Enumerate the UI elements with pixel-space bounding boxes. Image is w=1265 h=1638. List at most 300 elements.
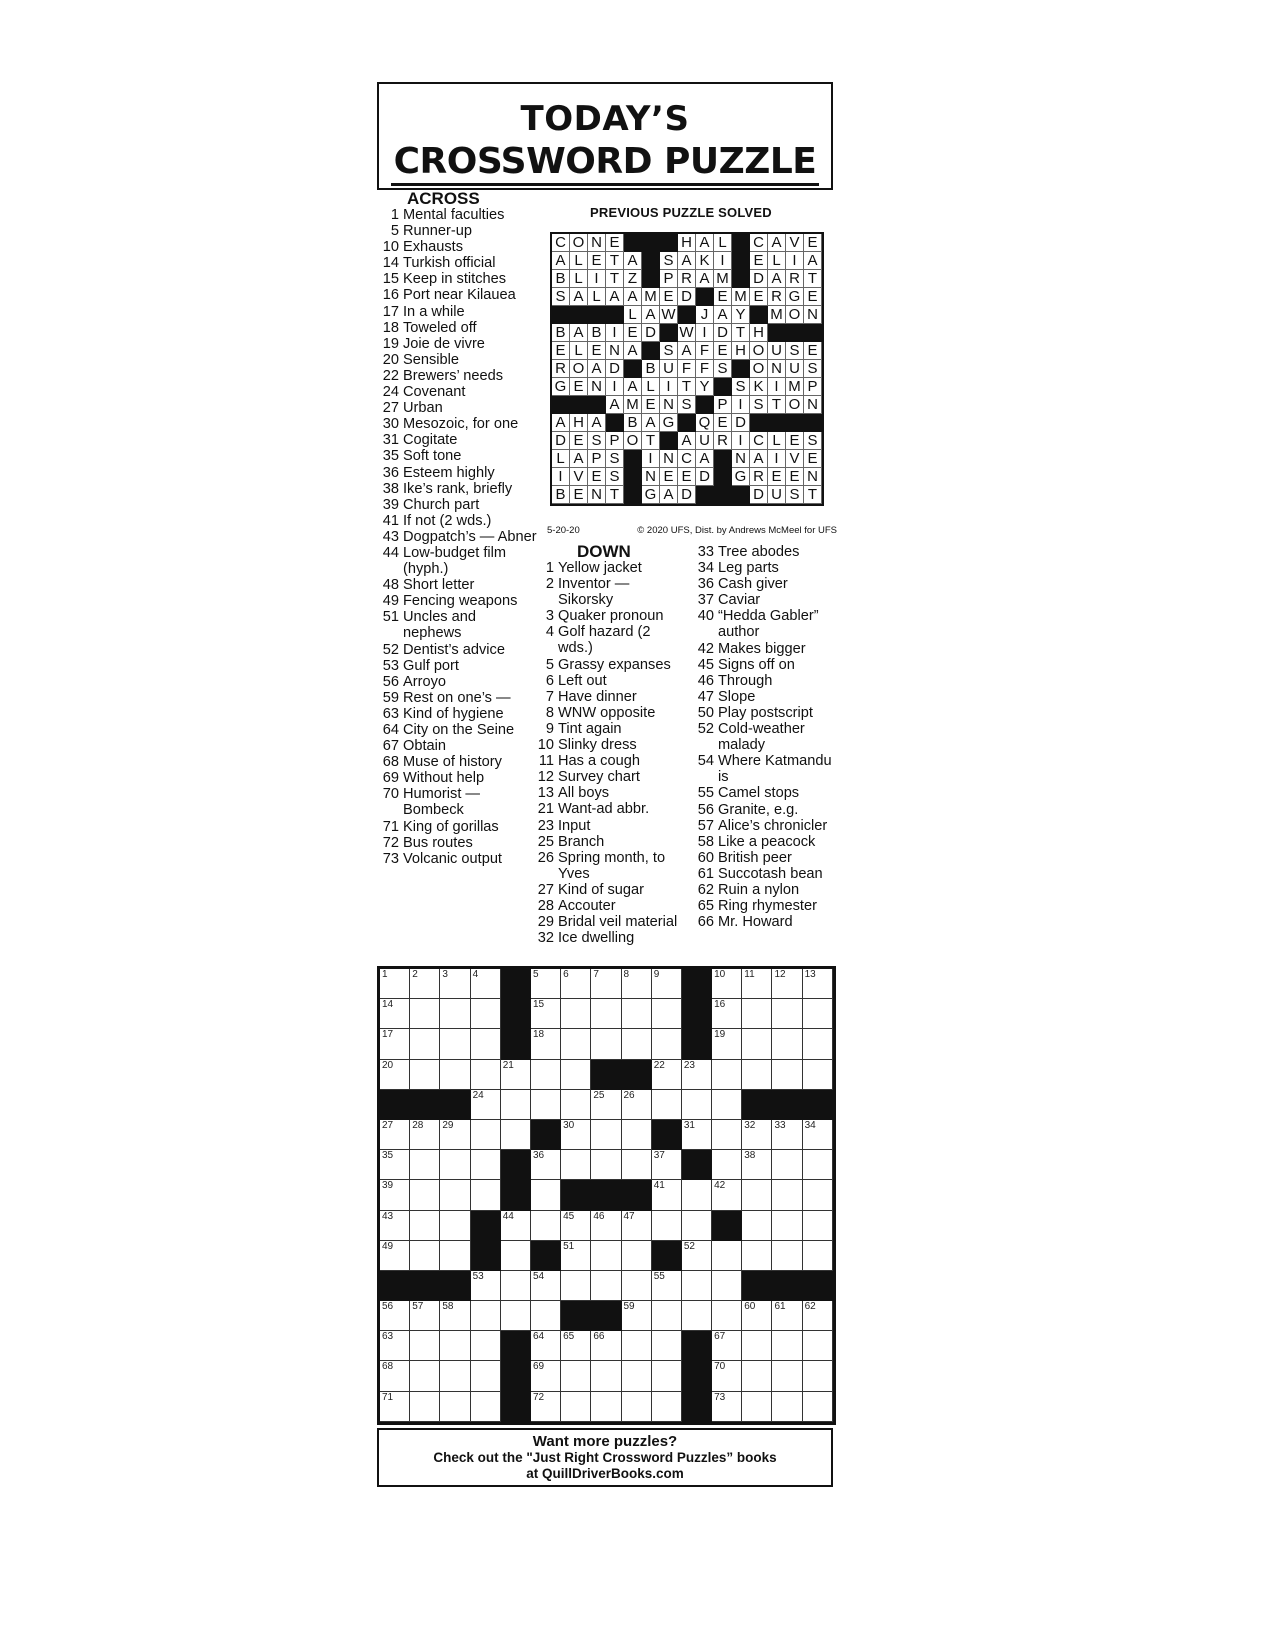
solved-cell: B: [624, 414, 642, 432]
solved-cell: E: [750, 252, 768, 270]
black-square: [642, 234, 660, 252]
solved-cell: C: [750, 234, 768, 252]
clue-number: 46: [697, 672, 714, 689]
title-box: [377, 82, 833, 190]
grid-cell[interactable]: [772, 1361, 802, 1391]
grid-cell[interactable]: [712, 1180, 742, 1210]
black-square: [561, 1301, 591, 1331]
grid-cell[interactable]: [531, 1361, 561, 1391]
grid-cell[interactable]: [772, 1301, 802, 1331]
clue-text: Arroyo: [403, 673, 446, 690]
solved-cell: H: [750, 324, 768, 342]
grid-cell[interactable]: [652, 1060, 682, 1090]
grid-cell[interactable]: [410, 1060, 440, 1090]
solved-cell: I: [552, 468, 570, 486]
solved-cell: E: [570, 432, 588, 450]
grid-cell[interactable]: [440, 1301, 470, 1331]
grid-cell[interactable]: [652, 999, 682, 1029]
grid-cell[interactable]: [410, 1120, 440, 1150]
grid-cell[interactable]: [410, 1180, 440, 1210]
grid-cell[interactable]: [772, 1392, 802, 1422]
grid-cell[interactable]: [652, 1392, 682, 1422]
solved-cell: A: [768, 234, 786, 252]
grid-cell[interactable]: [380, 1241, 410, 1271]
clue-text: If not (2 wds.): [403, 512, 492, 529]
black-square: [660, 234, 678, 252]
grid-cell[interactable]: [772, 1241, 802, 1271]
grid-cell[interactable]: [682, 1241, 712, 1271]
clue-number: 7: [545, 688, 554, 705]
solved-cell: E: [570, 378, 588, 396]
black-square: [804, 414, 822, 432]
solved-cell: I: [732, 396, 750, 414]
clue-number: 28: [537, 897, 554, 914]
solved-cell: R: [750, 468, 768, 486]
solved-cell: T: [606, 486, 624, 504]
grid-cell[interactable]: [380, 969, 410, 999]
clue-number: 5: [390, 223, 399, 240]
black-square: [570, 306, 588, 324]
grid-cell[interactable]: [471, 1150, 501, 1180]
solved-cell: N: [588, 378, 606, 396]
grid-cell[interactable]: [772, 1060, 802, 1090]
grid-cell[interactable]: [712, 1361, 742, 1391]
grid-cell[interactable]: [531, 1331, 561, 1361]
black-square: [682, 1361, 712, 1391]
cell-number: 29: [442, 1119, 454, 1131]
clue-text: Port near Kilauea: [403, 287, 516, 304]
grid-cell[interactable]: [622, 1241, 652, 1271]
solved-cell: E: [786, 468, 804, 486]
grid-cell[interactable]: [440, 1120, 470, 1150]
grid-cell[interactable]: [652, 1211, 682, 1241]
grid-cell[interactable]: [380, 1211, 410, 1241]
grid-cell[interactable]: [712, 969, 742, 999]
puzzle-date: 5-20-20: [547, 525, 580, 536]
grid-cell[interactable]: [410, 1241, 440, 1271]
clue-text: Tree abodes: [718, 544, 800, 560]
grid-cell[interactable]: [410, 1392, 440, 1422]
grid-cell[interactable]: [471, 1120, 501, 1150]
grid-cell[interactable]: [712, 1331, 742, 1361]
grid-cell[interactable]: [440, 1331, 470, 1361]
black-square: [732, 486, 750, 504]
clue-item: [692, 850, 832, 866]
grid-cell[interactable]: [622, 1392, 652, 1422]
grid-cell[interactable]: [440, 1029, 470, 1059]
grid-cell[interactable]: [440, 1060, 470, 1090]
grid-cell[interactable]: [652, 1271, 682, 1301]
grid-cell[interactable]: [652, 1361, 682, 1391]
solved-cell: Y: [696, 378, 714, 396]
grid-cell[interactable]: [380, 1331, 410, 1361]
solved-cell: H: [570, 414, 588, 432]
grid-cell[interactable]: [652, 1331, 682, 1361]
grid-cell[interactable]: [410, 969, 440, 999]
black-square: [768, 324, 786, 342]
grid-cell[interactable]: [742, 1392, 772, 1422]
grid-cell[interactable]: [380, 1361, 410, 1391]
grid-cell[interactable]: [591, 1090, 621, 1120]
grid-cell[interactable]: [712, 999, 742, 1029]
solved-cell: A: [660, 486, 678, 504]
clue-text: All boys: [558, 785, 610, 802]
grid-cell[interactable]: [501, 1120, 531, 1150]
solved-cell: D: [750, 270, 768, 288]
grid-cell[interactable]: [501, 1241, 531, 1271]
grid-cell[interactable]: [622, 1029, 652, 1059]
clue-text: Rest on one’s —: [403, 689, 511, 706]
grid-cell[interactable]: [380, 999, 410, 1029]
grid-cell[interactable]: [622, 1090, 652, 1120]
solved-cell: T: [804, 270, 822, 288]
clue-number: 69: [382, 770, 399, 787]
grid-cell[interactable]: [772, 1331, 802, 1361]
grid-cell[interactable]: [531, 1090, 561, 1120]
black-square: [440, 1090, 470, 1120]
grid-cell[interactable]: [471, 1180, 501, 1210]
grid-cell[interactable]: [803, 1392, 833, 1422]
clue-text: Ruin a nylon: [718, 881, 800, 898]
grid-cell[interactable]: [803, 1241, 833, 1271]
grid-cell[interactable]: [380, 1060, 410, 1090]
grid-cell[interactable]: [712, 1029, 742, 1059]
grid-cell[interactable]: [561, 999, 591, 1029]
black-square: [682, 1029, 712, 1059]
grid-cell[interactable]: [471, 1271, 501, 1301]
grid-cell[interactable]: [561, 1211, 591, 1241]
solved-cell: L: [570, 342, 588, 360]
grid-cell[interactable]: [531, 1150, 561, 1180]
grid-cell[interactable]: [561, 1331, 591, 1361]
grid-cell[interactable]: [561, 1090, 591, 1120]
cell-number: 3: [442, 969, 448, 980]
grid-cell[interactable]: [410, 1029, 440, 1059]
solved-cell: A: [624, 342, 642, 360]
black-square: [501, 1331, 531, 1361]
grid-cell[interactable]: [803, 999, 833, 1029]
cell-number: 72: [532, 1391, 545, 1403]
grid-cell[interactable]: [531, 969, 561, 999]
solved-cell: E: [786, 432, 804, 450]
grid-cell[interactable]: [471, 969, 501, 999]
grid-cell[interactable]: [772, 1029, 802, 1059]
cell-number: 51: [563, 1240, 575, 1252]
grid-cell[interactable]: [803, 969, 833, 999]
solved-cell: A: [678, 432, 696, 450]
clue-text: Esteem highly: [403, 464, 495, 481]
grid-cell[interactable]: [561, 1241, 591, 1271]
grid-cell[interactable]: [742, 1060, 772, 1090]
grid-cell[interactable]: [531, 1271, 561, 1301]
grid-cell[interactable]: [531, 1029, 561, 1059]
solved-cell: R: [768, 288, 786, 306]
grid-cell[interactable]: [380, 1029, 410, 1059]
grid-cell[interactable]: [501, 1271, 531, 1301]
grid-cell[interactable]: [531, 1392, 561, 1422]
grid-cell[interactable]: [803, 1211, 833, 1241]
grid-cell[interactable]: [712, 1241, 742, 1271]
grid-cell[interactable]: [622, 1361, 652, 1391]
grid-cell[interactable]: [622, 1301, 652, 1331]
clue-item: [692, 641, 832, 657]
grid-cell[interactable]: [380, 1150, 410, 1180]
clue-text: Yellow jacket: [558, 560, 642, 576]
promo-link[interactable]: at QuillDriverBooks.com: [526, 1466, 684, 1481]
grid-cell[interactable]: [501, 1090, 531, 1120]
grid-cell[interactable]: [561, 969, 591, 999]
grid-cell[interactable]: [440, 1180, 470, 1210]
grid-cell[interactable]: [440, 999, 470, 1029]
grid-cell[interactable]: [591, 969, 621, 999]
grid-cell[interactable]: [591, 1392, 621, 1422]
grid-cell[interactable]: [712, 1150, 742, 1180]
grid-cell[interactable]: [742, 1120, 772, 1150]
solved-cell: A: [606, 396, 624, 414]
grid-cell[interactable]: [712, 1271, 742, 1301]
clue-text: Through: [718, 672, 773, 689]
grid-cell[interactable]: [803, 1331, 833, 1361]
cell-number: 16: [714, 999, 726, 1011]
black-square: [552, 306, 570, 324]
grid-cell[interactable]: [591, 1029, 621, 1059]
cell-number: 12: [774, 969, 786, 980]
grid-cell[interactable]: [531, 1180, 561, 1210]
solved-cell: A: [570, 324, 588, 342]
grid-cell[interactable]: [712, 1090, 742, 1120]
cell-number: 60: [744, 1301, 756, 1313]
grid-cell[interactable]: [471, 1331, 501, 1361]
solved-cell: I: [588, 270, 606, 288]
grid-cell[interactable]: [652, 1180, 682, 1210]
solved-cell: L: [768, 432, 786, 450]
grid-cell[interactable]: [440, 1361, 470, 1391]
cell-number: 18: [532, 1029, 545, 1041]
grid-cell[interactable]: [803, 1060, 833, 1090]
grid-cell[interactable]: [682, 1211, 712, 1241]
solved-cell: A: [696, 234, 714, 252]
grid-cell[interactable]: [772, 1120, 802, 1150]
grid-cell[interactable]: [712, 1060, 742, 1090]
grid-cell[interactable]: [742, 1029, 772, 1059]
grid-cell[interactable]: [622, 1271, 652, 1301]
clue-item: [532, 608, 682, 624]
grid-cell[interactable]: [440, 1241, 470, 1271]
grid-cell[interactable]: [380, 1180, 410, 1210]
grid-cell[interactable]: [561, 1271, 591, 1301]
clue-text: Spring month, to Yves: [558, 849, 666, 882]
grid-cell[interactable]: [471, 1060, 501, 1090]
grid-cell[interactable]: [622, 1120, 652, 1150]
grid-cell[interactable]: [591, 1241, 621, 1271]
grid-cell[interactable]: [471, 1392, 501, 1422]
grid-cell[interactable]: [742, 1361, 772, 1391]
grid-cell[interactable]: [803, 1301, 833, 1331]
grid-cell[interactable]: [682, 1060, 712, 1090]
grid-cell[interactable]: [561, 1060, 591, 1090]
clue-item: [692, 818, 832, 834]
grid-cell[interactable]: [682, 1090, 712, 1120]
grid-cell[interactable]: [803, 1180, 833, 1210]
solved-cell: L: [552, 450, 570, 468]
grid-cell[interactable]: [561, 1150, 591, 1180]
grid-cell[interactable]: [471, 1029, 501, 1059]
title-line-1: TODAY’S: [520, 99, 690, 139]
clue-text: Fencing weapons: [403, 593, 518, 610]
solved-cell: M: [624, 396, 642, 414]
grid-cell[interactable]: [742, 999, 772, 1029]
grid-cell[interactable]: [652, 1029, 682, 1059]
grid-cell[interactable]: [591, 1120, 621, 1150]
grid-cell[interactable]: [712, 1392, 742, 1422]
grid-cell[interactable]: [531, 1060, 561, 1090]
grid-cell[interactable]: [772, 1180, 802, 1210]
grid-cell[interactable]: [410, 1331, 440, 1361]
grid-cell[interactable]: [531, 1211, 561, 1241]
grid-cell[interactable]: [410, 1361, 440, 1391]
clue-number: 34: [697, 560, 714, 577]
grid-cell[interactable]: [712, 1301, 742, 1331]
grid-cell[interactable]: [410, 1211, 440, 1241]
grid-cell[interactable]: [652, 1090, 682, 1120]
clue-text: Mesozoic, for one: [403, 416, 519, 433]
grid-cell[interactable]: [742, 969, 772, 999]
grid-cell[interactable]: [772, 1211, 802, 1241]
grid-cell[interactable]: [742, 1180, 772, 1210]
clue-number: 4: [545, 624, 554, 641]
clue-number: 32: [537, 930, 554, 947]
grid-cell[interactable]: [742, 1211, 772, 1241]
grid-cell[interactable]: [501, 1211, 531, 1241]
grid-cell[interactable]: [682, 1180, 712, 1210]
clue-item: [692, 705, 832, 721]
grid-cell[interactable]: [742, 1150, 772, 1180]
clue-text: Humorist — Bombeck: [403, 786, 481, 819]
grid-cell[interactable]: [682, 1271, 712, 1301]
grid-cell[interactable]: [803, 1361, 833, 1391]
grid-cell[interactable]: [682, 1301, 712, 1331]
grid-cell[interactable]: [682, 1120, 712, 1150]
promo-box: [377, 1428, 833, 1487]
cell-number: 26: [623, 1089, 635, 1101]
grid-cell[interactable]: [803, 1150, 833, 1180]
solved-cell: E: [552, 342, 570, 360]
clue-text: Bridal veil material: [558, 914, 678, 931]
grid-cell[interactable]: [803, 1120, 833, 1150]
grid-cell[interactable]: [471, 1090, 501, 1120]
grid-cell[interactable]: [561, 1029, 591, 1059]
clue-number: 65: [697, 898, 714, 915]
grid-cell[interactable]: [410, 999, 440, 1029]
grid-cell[interactable]: [622, 999, 652, 1029]
clue-item: [377, 287, 537, 303]
clue-text: Volcanic output: [403, 850, 502, 867]
black-square: [471, 1211, 501, 1241]
clue-item: [377, 658, 537, 674]
grid-cell[interactable]: [561, 1120, 591, 1150]
grid-cell[interactable]: [742, 1241, 772, 1271]
grid-cell[interactable]: [622, 1150, 652, 1180]
grid-cell[interactable]: [772, 969, 802, 999]
grid-cell[interactable]: [622, 1331, 652, 1361]
grid-cell[interactable]: [712, 1120, 742, 1150]
grid-cell[interactable]: [531, 1301, 561, 1331]
grid-cell[interactable]: [742, 1301, 772, 1331]
black-square: [380, 1090, 410, 1120]
clue-text: Exhausts: [403, 239, 464, 256]
solved-cell: N: [804, 306, 822, 324]
grid-cell[interactable]: [531, 999, 561, 1029]
grid-cell[interactable]: [471, 999, 501, 1029]
solved-cell: H: [678, 234, 696, 252]
grid-cell[interactable]: [622, 1211, 652, 1241]
grid-cell[interactable]: [652, 1301, 682, 1331]
solved-cell: S: [732, 378, 750, 396]
clue-item: [532, 721, 682, 737]
grid-cell[interactable]: [380, 1120, 410, 1150]
grid-cell[interactable]: [772, 999, 802, 1029]
solved-cell: H: [732, 342, 750, 360]
grid-cell[interactable]: [380, 1301, 410, 1331]
solved-cell: E: [804, 342, 822, 360]
grid-cell[interactable]: [591, 1331, 621, 1361]
grid-cell[interactable]: [652, 969, 682, 999]
grid-cell[interactable]: [471, 1301, 501, 1331]
grid-cell[interactable]: [501, 1060, 531, 1090]
grid-cell[interactable]: [440, 1211, 470, 1241]
grid-cell[interactable]: [742, 1331, 772, 1361]
grid-cell[interactable]: [591, 1211, 621, 1241]
grid-cell[interactable]: [561, 1392, 591, 1422]
grid-cell[interactable]: [622, 969, 652, 999]
grid-cell[interactable]: [803, 1029, 833, 1059]
grid-cell[interactable]: [380, 1392, 410, 1422]
grid-cell[interactable]: [410, 1150, 440, 1180]
clue-text: Uncles and nephews: [403, 609, 477, 642]
clue-number: 44: [382, 544, 399, 561]
promo-text: Check out the "Just Right Crossword Puzzles” books: [433, 1450, 777, 1465]
grid-cell[interactable]: [440, 969, 470, 999]
grid-cell[interactable]: [652, 1150, 682, 1180]
grid-cell[interactable]: [501, 1301, 531, 1331]
grid-cell[interactable]: [561, 1361, 591, 1391]
grid-cell[interactable]: [591, 1150, 621, 1180]
grid-cell[interactable]: [772, 1150, 802, 1180]
black-square: [642, 252, 660, 270]
solved-cell: E: [678, 468, 696, 486]
grid-cell[interactable]: [591, 1271, 621, 1301]
grid-cell[interactable]: [591, 1361, 621, 1391]
clue-number: 49: [382, 593, 399, 610]
cell-number: 49: [382, 1240, 394, 1252]
black-square: [642, 270, 660, 288]
grid-cell[interactable]: [440, 1150, 470, 1180]
solved-cell: A: [768, 270, 786, 288]
grid-cell[interactable]: [410, 1301, 440, 1331]
grid-cell[interactable]: [440, 1392, 470, 1422]
copyright: © 2020 UFS, Dist. by Andrews McMeel for UFS: [637, 525, 837, 536]
clue-number: 63: [382, 705, 399, 722]
grid-cell[interactable]: [471, 1361, 501, 1391]
clue-text: Mr. Howard: [718, 914, 793, 931]
grid-cell[interactable]: [591, 999, 621, 1029]
clue-text: Ring rhymester: [718, 898, 817, 915]
solved-cell: D: [606, 360, 624, 378]
clue-text: Cash giver: [718, 576, 788, 593]
clue-number: 19: [382, 335, 399, 352]
clue-number: 47: [697, 688, 714, 705]
clue-text: Runner-up: [403, 223, 472, 240]
